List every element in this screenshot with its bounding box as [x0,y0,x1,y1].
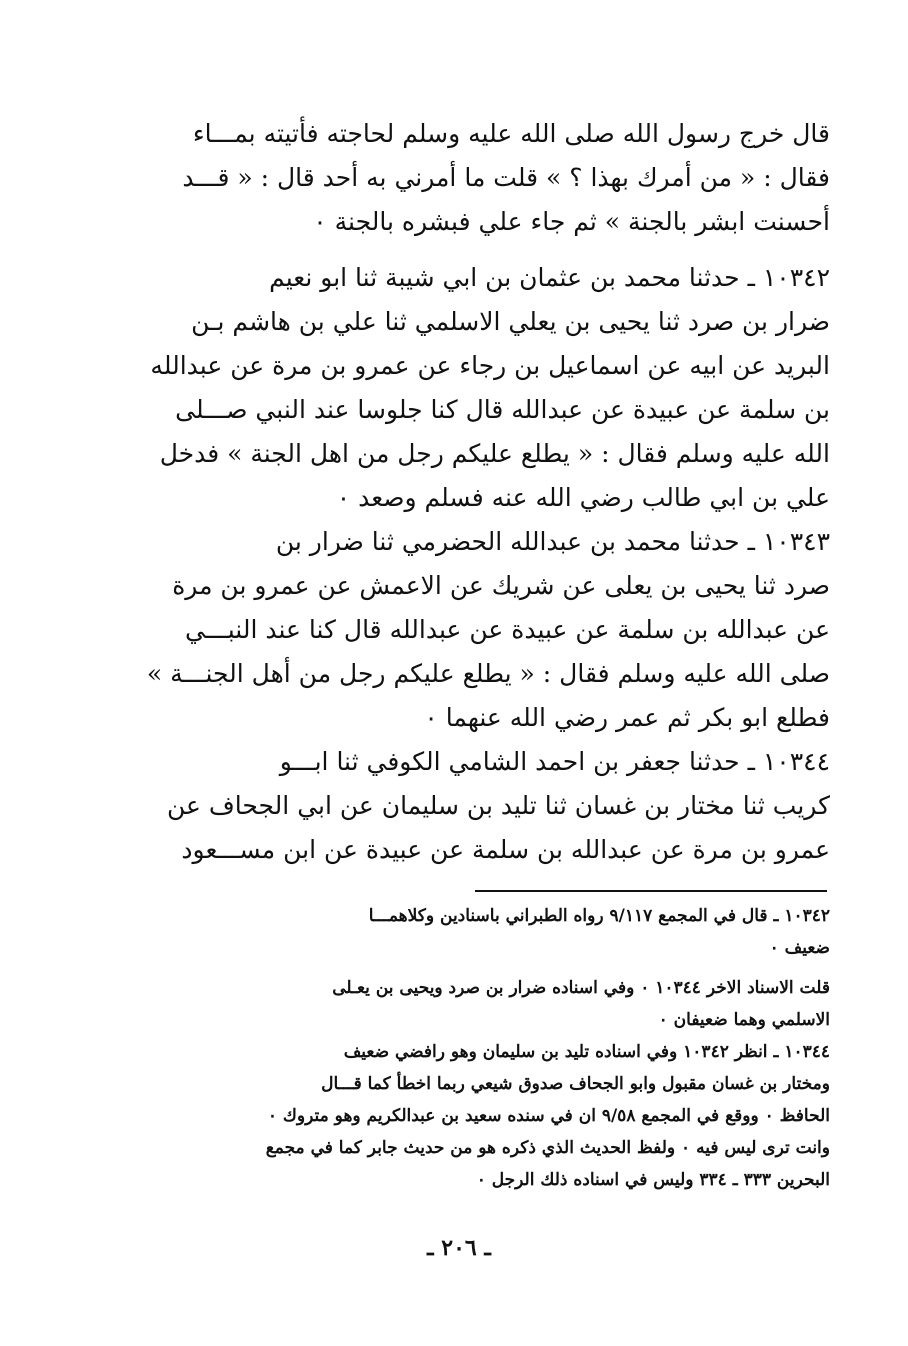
text-line: أحسنت ابشر بالجنة » ثم جاء علي فبشره بالجنة ٠ [313,207,830,236]
footnote-line: ضعيف ٠ [769,938,830,958]
text-line: فقال : « من أمرك بهذا ؟ » قلت ما أمرني به أحد قال : « قـــد [182,163,830,192]
text-line: علي بن ابي طالب رضي الله عنه فسلم وصعد ٠ [336,483,830,512]
text-line: صلى الله عليه وسلم فقال : « يطلع عليكم رجل من أهل الجنـــة » [146,659,830,688]
hadith-10342-heading: ١٠٣٤٢ ـ حدثنا محمد بن عثمان بن ابي شيبة ثنا ابو نعيم [269,263,830,292]
footnote-line: ١٠٣٤٢ ـ قال في المجمع ٩/١١٧ رواه الطبراني باسنادين وكلاهمـــا [368,906,830,926]
text-line: البريد عن ابيه عن اسماعيل بن رجاء عن عمرو بن مرة عن عبدالله [150,351,830,380]
text-line: بن سلمة عن عبيدة عن عبدالله قال كنا جلوسا عند النبي صـــلى [175,395,830,424]
hadith-10343-heading: ١٠٣٤٣ ـ حدثنا محمد بن عبدالله الحضرمي ثنا ضرار بن [275,527,830,556]
text-line: كريب ثنا مختار بن غسان ثنا تليد بن سليمان عن ابي الجحاف عن [166,791,830,820]
footnote-divider [475,890,827,892]
text-line: قال خرج رسول الله صلى الله عليه وسلم لحاجته فأتيته بمـــاء [192,119,830,148]
footnote-line: الحافظ ٠ ووقع في المجمع ٩/٥٨ ان في سنده سعيد بن عبدالكريم وهو متروك ٠ [267,1106,830,1126]
text-line: فطلع ابو بكر ثم عمر رضي الله عنهما ٠ [424,703,830,732]
page-number: ـ ٢٠٦ ـ [427,1235,491,1261]
text-line: صرد ثنا يحيى بن يعلى عن شريك عن الاعمش عن عمرو بن مرة [172,571,830,600]
text-line: ضرار بن صرد ثنا يحيى بن يعلي الاسلمي ثنا علي بن هاشم بـن [191,307,830,336]
footnote-line: ١٠٣٤٤ ـ انظر ١٠٣٤٢ وفي اسناده تليد بن سليمان وهو رافضي ضعيف [343,1042,830,1062]
footnotes [118,900,830,1196]
text-line: عن عبدالله بن سلمة عن عبيدة عن عبدالله قال كنا عند النبـــي [184,615,830,644]
text-line: الله عليه وسلم فقال : « يطلع عليكم رجل من اهل الجنة » فدخل [159,439,830,468]
hadith-10344-heading: ١٠٣٤٤ ـ حدثنا جعفر بن احمد الشامي الكوفي ثنا ابـــو [279,747,830,776]
main-text [104,112,830,872]
footnote-line: البحرين ٣٣٣ ـ ٣٣٤ وليس في اسناده ذلك الرجل ٠ [476,1170,830,1190]
text-line: عمرو بن مرة عن عبدالله بن سلمة عن عبيدة عن ابن مســـعود [181,835,830,864]
footnote-line: ومختار بن غسان مقبول وابو الجحاف صدوق شيعي ربما اخطأ كما قـــال [321,1074,830,1094]
footnote-line: الاسلمي وهما ضعيفان ٠ [658,1010,830,1030]
footnote-line: وانت ترى ليس فيه ٠ ولفظ الحديث الذي ذكره هو من حديث جابر كما في مجمع [265,1138,830,1158]
footnote-line: قلت الاسناد الاخر ١٠٣٤٤ ٠ وفي اسناده ضرار بن صرد ويحيى بن يعـلى [332,978,830,998]
